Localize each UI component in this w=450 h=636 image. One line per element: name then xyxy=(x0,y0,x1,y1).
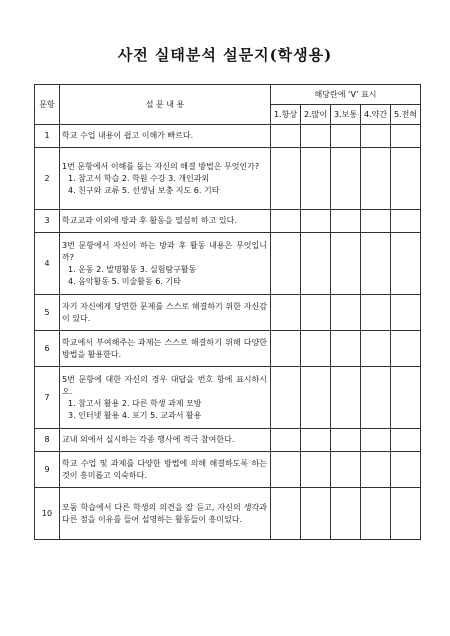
table-row xyxy=(35,148,421,210)
answer-cell[interactable] xyxy=(331,367,361,429)
answer-cell[interactable] xyxy=(361,367,391,429)
answer-cell[interactable] xyxy=(271,429,301,452)
scale-header-sometimes: 3.보통 xyxy=(331,105,361,125)
question-text xyxy=(60,367,271,429)
answer-cell[interactable] xyxy=(391,452,421,488)
question-text: 모둠 학습에서 다른 학생의 의견을 잘 듣고, 자신의 생각과 다른 점을 이유를 들어 설명하는 활동들이 흥미있다. xyxy=(62,502,267,524)
answer-cell[interactable] xyxy=(361,452,391,488)
answer-cell[interactable] xyxy=(271,331,301,367)
answer-cell[interactable] xyxy=(331,125,361,148)
question-text xyxy=(60,125,271,148)
option-line: 1. 참고서 학습 2. 학원 수강 3. 개인과외 xyxy=(68,173,210,183)
answer-cell[interactable] xyxy=(271,210,301,233)
answer-cell[interactable] xyxy=(331,148,361,210)
answer-cell[interactable] xyxy=(361,295,391,331)
answer-cell[interactable] xyxy=(391,331,421,367)
question-text xyxy=(60,429,271,452)
question-text: 학교교과 이외에 방과 후 활동을 열심히 하고 있다. xyxy=(62,216,237,225)
scale-header-never: 5.전혀 xyxy=(391,105,421,125)
column-header-mark-group: 해당란에 ‘V’ 표시 xyxy=(271,85,421,105)
answer-cell[interactable] xyxy=(391,367,421,429)
question-text xyxy=(60,148,271,210)
answer-cell[interactable] xyxy=(331,210,361,233)
table-row xyxy=(35,210,421,233)
option-line: 1. 운동 2. 발명활동 3. 실험탐구활동 xyxy=(68,264,197,274)
question-text: 학교에서 부여해주는 과제는 스스로 해결하기 위해 다양한 방법을 활용한다. xyxy=(62,337,267,359)
answer-cell[interactable] xyxy=(271,488,301,540)
answer-cell[interactable] xyxy=(391,233,421,295)
question-text xyxy=(60,233,271,295)
answer-cell[interactable] xyxy=(361,331,391,367)
answer-cell[interactable] xyxy=(361,233,391,295)
table-row xyxy=(35,367,421,429)
question-text xyxy=(60,331,271,367)
table-row xyxy=(35,233,421,295)
table-row xyxy=(35,452,421,488)
answer-cell[interactable] xyxy=(301,295,331,331)
answer-cell[interactable] xyxy=(301,429,331,452)
option-line: 4. 음악활동 5. 미술활동 6. 기타 xyxy=(68,276,181,286)
question-text: 5번 문항에 대한 자신의 경우 대답을 번호 항에 표시하시오. xyxy=(62,374,267,396)
scale-header-always: 1.항상 xyxy=(271,105,301,125)
header-row xyxy=(35,85,421,105)
question-number: 3 xyxy=(35,210,60,233)
answer-cell[interactable] xyxy=(361,488,391,540)
question-text xyxy=(60,210,271,233)
answer-cell[interactable] xyxy=(391,429,421,452)
answer-cell[interactable] xyxy=(301,452,331,488)
question-text: 1번 문항에서 이해를 돕는 자신의 해결 방법은 무엇인가? xyxy=(62,161,260,171)
question-text xyxy=(60,452,271,488)
question-number: 7 xyxy=(35,367,60,429)
table-row xyxy=(35,429,421,452)
page-title: 사전 실태분석 설문지(학생용) xyxy=(117,46,333,64)
answer-cell[interactable] xyxy=(331,452,361,488)
answer-cell[interactable] xyxy=(301,233,331,295)
answer-cell[interactable] xyxy=(271,367,301,429)
answer-cell[interactable] xyxy=(301,488,331,540)
answer-cell[interactable] xyxy=(301,210,331,233)
scale-header-rarely: 4.약간 xyxy=(361,105,391,125)
question-number: 1 xyxy=(35,125,60,148)
answer-cell[interactable] xyxy=(391,210,421,233)
question-text: 교내 외에서 실시하는 각종 행사에 적극 참여한다. xyxy=(62,435,235,444)
column-header-number: 문항 xyxy=(35,85,60,125)
option-line: 4. 친구와 교류 5. 선생님 보충 지도 6. 기타 xyxy=(68,185,220,195)
question-number: 2 xyxy=(35,148,60,210)
answer-cell[interactable] xyxy=(331,488,361,540)
survey-table xyxy=(34,84,421,540)
answer-cell[interactable] xyxy=(301,125,331,148)
answer-cell[interactable] xyxy=(301,331,331,367)
answer-cell[interactable] xyxy=(271,452,301,488)
question-number: 6 xyxy=(35,331,60,367)
question-text: 3번 문항에서 자신이 하는 방과 후 활동 내용은 무엇입니까? xyxy=(62,240,267,262)
answer-cell[interactable] xyxy=(361,210,391,233)
answer-cell[interactable] xyxy=(271,125,301,148)
question-text: 자기 자신에게 당면한 문제를 스스로 해결하기 위한 자신감이 있다. xyxy=(62,301,267,323)
question-text xyxy=(60,488,271,540)
option-line: 1. 참고서 활용 2. 다른 학생 과제 모방 xyxy=(68,398,202,408)
answer-cell[interactable] xyxy=(331,295,361,331)
question-number: 5 xyxy=(35,295,60,331)
answer-cell[interactable] xyxy=(271,295,301,331)
question-number: 8 xyxy=(35,429,60,452)
question-text xyxy=(60,295,271,331)
question-text: 학교 수업 및 과제를 다양한 방법에 의해 해결하도록 하는 것이 흥미롭고 익숙하다. xyxy=(62,458,267,480)
question-text: 학교 수업 내용이 쉽고 이해가 빠르다. xyxy=(62,131,194,140)
scale-header-often: 2.많이 xyxy=(301,105,331,125)
answer-cell[interactable] xyxy=(331,331,361,367)
answer-cell[interactable] xyxy=(331,429,361,452)
answer-cell[interactable] xyxy=(301,148,331,210)
table-row xyxy=(35,295,421,331)
table-row xyxy=(35,125,421,148)
option-line: 3. 인터넷 활용 4. 포기 5. 교과서 활용 xyxy=(68,410,202,420)
answer-cell[interactable] xyxy=(391,125,421,148)
table-row xyxy=(35,488,421,540)
answer-cell[interactable] xyxy=(361,429,391,452)
answer-cell[interactable] xyxy=(391,148,421,210)
answer-cell[interactable] xyxy=(361,125,391,148)
question-number: 9 xyxy=(35,452,60,488)
answer-cell[interactable] xyxy=(271,148,301,210)
table-row xyxy=(35,331,421,367)
answer-cell[interactable] xyxy=(331,233,361,295)
question-number: 4 xyxy=(35,233,60,295)
answer-cell[interactable] xyxy=(391,488,421,540)
question-number: 10 xyxy=(35,488,60,540)
answer-cell[interactable] xyxy=(361,148,391,210)
column-header-content: 설 문 내 용 xyxy=(60,85,271,125)
answer-cell[interactable] xyxy=(301,367,331,429)
answer-cell[interactable] xyxy=(271,233,301,295)
answer-cell[interactable] xyxy=(391,295,421,331)
